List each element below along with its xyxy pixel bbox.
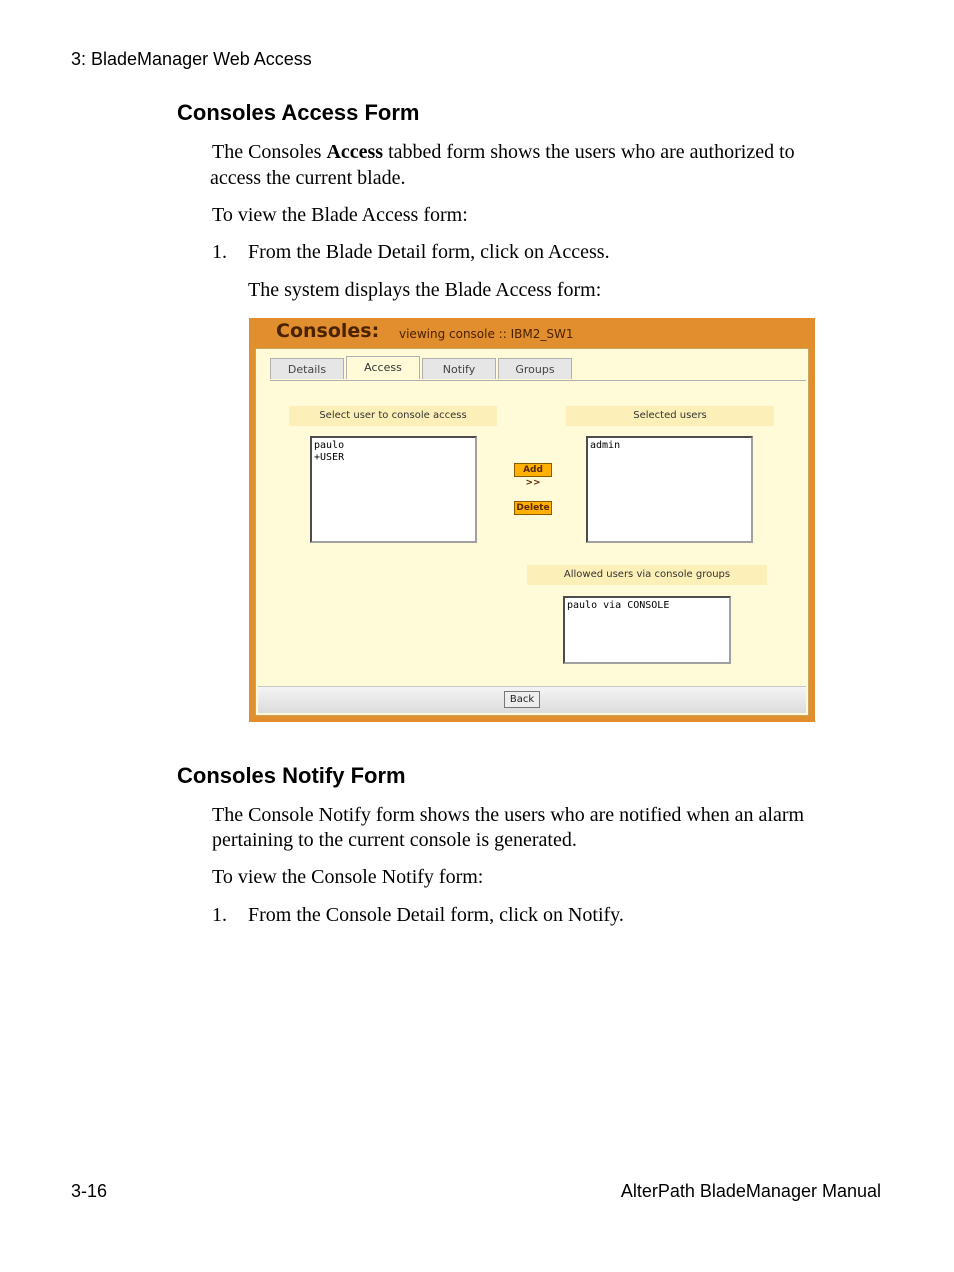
delete-button[interactable]: Delete [514,501,552,515]
list-item[interactable]: admin [590,440,621,451]
paragraph-access-intro-line2: access the current blade. [210,167,406,189]
manual-title: AlterPath BladeManager Manual [620,1181,881,1201]
running-head: 3: BladeManager Web Access [71,49,312,69]
tab-groups[interactable]: Groups [498,358,572,379]
paragraph-notify-intro: The Console Notify form shows the users who are notified when an alarm [212,804,805,826]
page-number: 3-16 [71,1181,108,1201]
tab-divider [270,380,806,381]
bold-access: Access [326,141,384,163]
step-text: From the Console Detail form, click on Notify. [248,904,624,926]
console-title: Consoles: [276,320,380,342]
selected-users-list[interactable] [586,436,753,543]
add-button[interactable]: Add >> [514,463,552,477]
step-number: 1. [212,904,227,926]
access-panel [255,348,809,716]
text: tabbed form shows the users who are authorized to [383,141,795,163]
available-users-list[interactable] [310,436,477,543]
console-subtitle: viewing console :: IBM2_SW1 [399,327,574,341]
list-item[interactable]: +USER [314,452,345,463]
text: The Consoles [212,141,327,163]
step-text: From the Blade Detail form, click on Access. [248,241,610,263]
tab-details[interactable]: Details [270,358,344,379]
selected-users-label: Selected users [566,406,774,426]
list-item[interactable]: paulo [314,440,345,451]
paragraph-notify-intro-line2: pertaining to the current console is generated. [212,829,577,851]
allowed-users-list[interactable] [563,596,731,664]
consoles-access-screenshot [249,318,815,722]
back-button[interactable]: Back [504,691,540,708]
paragraph-view-access: To view the Blade Access form: [212,204,468,226]
section-heading-notify: Consoles Notify Form [177,763,406,788]
paragraph-access-intro [212,139,872,165]
list-item[interactable]: paulo via CONSOLE [567,600,670,611]
tab-access[interactable]: Access [346,356,420,379]
section-heading-access: Consoles Access Form [177,100,420,125]
paragraph-view-notify: To view the Console Notify form: [212,866,484,888]
allowed-users-label: Allowed users via console groups [527,565,767,585]
step-number: 1. [212,241,227,263]
select-users-label: Select user to console access [289,406,497,426]
step-result: The system displays the Blade Access form: [248,279,602,301]
tab-notify[interactable]: Notify [422,358,496,379]
bottom-bar [258,686,806,713]
